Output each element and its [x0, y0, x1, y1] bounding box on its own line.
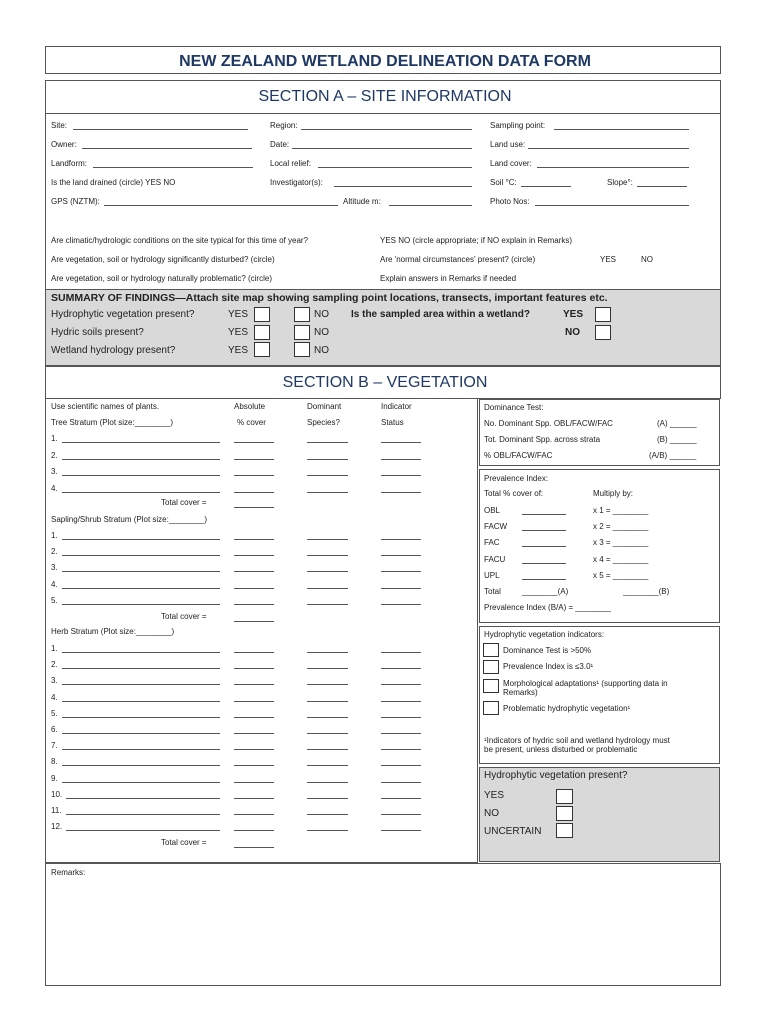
herb-absolute-cover-field[interactable]	[234, 749, 274, 750]
col-indicator: Indicator	[381, 402, 412, 411]
sapling-dominant-species-field[interactable]	[307, 555, 348, 556]
wetland-hydrology-yes-checkbox[interactable]	[254, 342, 270, 357]
prevalence-category-label: FACU	[484, 554, 506, 564]
col-cover: % cover	[237, 418, 266, 427]
explain-remarks-note: Explain answers in Remarks if needed	[380, 274, 517, 283]
sampling-point-field[interactable]	[554, 129, 689, 130]
herb-row-number: 8.	[51, 757, 58, 767]
herb-absolute-cover-field[interactable]	[234, 765, 274, 766]
herb-dominant-species-field[interactable]	[307, 701, 348, 702]
tree-row-number: 4.	[51, 484, 58, 494]
drained-question: Is the land drained (circle) YES NO	[51, 178, 176, 187]
morphological-adaptations-indicator: Morphological adaptations¹ (supporting data in	[503, 679, 668, 688]
herb-row-number: 1.	[51, 644, 58, 653]
hydric-soils-no-checkbox[interactable]	[294, 325, 310, 340]
herb-absolute-cover-field[interactable]	[234, 830, 274, 831]
sapling-absolute-cover-field[interactable]	[234, 588, 274, 589]
prevalence-category-label: FAC	[484, 538, 500, 548]
veg-present-yes-checkbox[interactable]	[556, 789, 573, 804]
hydrophytic-veg-yes-label: YES	[228, 309, 249, 320]
within-wetland-yes-label: YES	[563, 309, 584, 320]
sapling-row-number: 2.	[51, 547, 58, 557]
dominance-row-a-code[interactable]: (A) ______	[657, 419, 697, 428]
landform-label: Landform:	[51, 159, 88, 168]
remarks-box[interactable]	[45, 863, 721, 986]
sapling-absolute-cover-field[interactable]	[234, 539, 274, 540]
herb-indicator-status-field[interactable]	[381, 782, 421, 783]
herb-dominant-species-field[interactable]	[307, 733, 348, 734]
land-use-field[interactable]	[528, 148, 689, 149]
hydric-soils-yes-label: YES	[228, 327, 249, 338]
slope-field[interactable]	[637, 186, 687, 187]
dominance-row-b-code[interactable]: (B) ______	[657, 435, 697, 444]
herb-dominant-species-field[interactable]	[307, 749, 348, 750]
herb-dominant-species-field[interactable]	[307, 798, 348, 799]
prevalence-col-multiply: Multiply by:	[593, 489, 634, 498]
tree-species-name-field[interactable]	[62, 475, 220, 476]
herb-indicator-status-field[interactable]	[381, 684, 421, 685]
normal-circumstances-yes[interactable]: YES	[600, 255, 617, 264]
sapling-indicator-status-field[interactable]	[381, 571, 421, 572]
col-scientific-names: Use scientific names of plants.	[51, 402, 160, 411]
sapling-indicator-status-field[interactable]	[381, 539, 421, 540]
site-label: Site:	[51, 121, 68, 130]
soil-temp-label: Soil °C:	[490, 178, 517, 187]
herb-indicator-status-field[interactable]	[381, 798, 421, 799]
sapling-indicator-status-field[interactable]	[381, 604, 421, 605]
herb-row-number: 11.	[51, 806, 62, 815]
tree-species-name-field[interactable]	[62, 459, 220, 460]
photo-nos-label: Photo Nos:	[490, 197, 530, 206]
sapling-total-cover-field[interactable]	[234, 621, 274, 622]
summary-heading: SUMMARY OF FINDINGS—Attach site map showing sampling point locations, transects, important features etc.	[51, 292, 608, 304]
wetland-hydrology-yes-label: YES	[228, 345, 249, 356]
col-status: Status	[381, 418, 404, 427]
herb-row-number: 10.	[51, 789, 63, 799]
herb-row-number: 5.	[51, 708, 58, 718]
photo-nos-field[interactable]	[535, 205, 689, 206]
tree-indicator-status-field[interactable]	[381, 492, 421, 493]
prevalence-total-label: Total	[484, 587, 501, 596]
tree-total-cover-field[interactable]	[234, 507, 274, 508]
problematic-question: Are vegetation, soil or hydrology naturally problematic? (circle)	[51, 274, 272, 283]
prevalence-cover-field[interactable]	[522, 514, 566, 515]
herb-indicator-status-field[interactable]	[381, 668, 421, 669]
herb-indicator-status-field[interactable]	[381, 814, 421, 815]
prevalence-index-formula[interactable]: Prevalence Index (B/A) = ________	[484, 603, 611, 612]
within-wetland-no-checkbox[interactable]	[595, 325, 611, 340]
herb-species-name-field[interactable]	[62, 749, 220, 750]
herb-species-name-field[interactable]	[62, 701, 220, 702]
sapling-row-number: 3.	[51, 563, 58, 573]
tree-stratum-label: Tree Stratum (Plot size:________)	[51, 418, 173, 427]
region-field[interactable]	[301, 129, 472, 130]
wetland-hydrology-no-checkbox[interactable]	[294, 342, 310, 357]
dominance-row-ab: % OBL/FACW/FAC	[484, 451, 553, 460]
sapling-dominant-species-field[interactable]	[307, 539, 348, 540]
prevalence-multiplier[interactable]: x 3 = ________	[593, 538, 649, 548]
dominance-test-checkbox[interactable]	[483, 643, 499, 657]
region-label: Region:	[270, 121, 298, 130]
col-species: Species?	[307, 418, 340, 427]
veg-present-yes-label: YES	[484, 790, 505, 801]
tree-absolute-cover-field[interactable]	[234, 492, 274, 493]
herb-indicator-status-field[interactable]	[381, 733, 421, 734]
veg-indicators-heading: Hydrophytic vegetation indicators:	[484, 630, 605, 639]
herb-row-number: 4.	[51, 692, 58, 702]
dominance-test-heading: Dominance Test:	[484, 403, 544, 412]
sapling-species-name-field[interactable]	[62, 539, 220, 540]
altitude-label: Altitude m:	[343, 197, 381, 206]
dominance-row-ab-code[interactable]: (A/B) ______	[649, 451, 697, 460]
problematic-veg-indicator: Problematic hydrophytic vegetation¹	[503, 704, 631, 713]
typical-conditions-answer[interactable]: YES NO (circle appropriate; if NO explain in Remarks)	[380, 236, 573, 245]
prevalence-cover-field[interactable]	[522, 530, 566, 531]
date-label: Date:	[270, 140, 290, 149]
veg-present-uncertain-checkbox[interactable]	[556, 823, 573, 838]
tree-dominant-species-field[interactable]	[307, 475, 348, 476]
morphological-adaptations-remarks: Remarks)	[503, 688, 538, 697]
herb-row-number: 2.	[51, 660, 58, 670]
herb-species-name-field[interactable]	[62, 717, 220, 718]
herb-dominant-species-field[interactable]	[307, 782, 348, 783]
prevalence-index-heading: Prevalence Index:	[484, 474, 549, 483]
prevalence-index-indicator: Prevalence Index is ≤3.0¹	[503, 662, 594, 671]
prevalence-total-a[interactable]: ________(A)	[522, 587, 569, 596]
sapling-dominant-species-field[interactable]	[307, 604, 348, 605]
site-field[interactable]	[73, 129, 248, 130]
prevalence-index-checkbox[interactable]	[483, 660, 499, 674]
herb-absolute-cover-field[interactable]	[234, 652, 274, 653]
prevalence-multiplier[interactable]: x 1 = ________	[593, 506, 649, 515]
sapling-species-name-field[interactable]	[62, 555, 220, 556]
sapling-stratum-label: Sapling/Shrub Stratum (Plot size:________)	[51, 515, 208, 524]
veg-present-heading: Hydrophytic vegetation present?	[484, 770, 628, 781]
sapling-indicator-status-field[interactable]	[381, 588, 421, 589]
herb-indicator-status-field[interactable]	[381, 830, 421, 831]
herb-species-name-field[interactable]	[62, 668, 220, 669]
gps-label: GPS (NZTM):	[51, 197, 100, 206]
prevalence-multiplier[interactable]: x 2 = ________	[593, 522, 649, 532]
owner-field[interactable]	[82, 148, 252, 149]
herb-indicator-status-field[interactable]	[381, 765, 421, 766]
prevalence-category-label: FACW	[484, 522, 508, 532]
tree-row-number: 3.	[51, 467, 58, 477]
section-a-heading: SECTION A – SITE INFORMATION	[258, 88, 512, 105]
prevalence-multiplier[interactable]: x 4 = ________	[593, 554, 649, 564]
investigators-label: Investigator(s):	[270, 178, 323, 187]
owner-label: Owner:	[51, 140, 77, 149]
indicators-footnote-line2: be present, unless disturbed or problematic	[484, 745, 638, 754]
herb-indicator-status-field[interactable]	[381, 652, 421, 653]
herb-dominant-species-field[interactable]	[307, 830, 348, 831]
sampling-point-label: Sampling point:	[490, 121, 546, 130]
land-cover-field[interactable]	[537, 167, 689, 168]
herb-row-number: 9.	[51, 773, 58, 783]
veg-present-no-label: NO	[484, 808, 499, 819]
problematic-veg-checkbox[interactable]	[483, 701, 499, 715]
hydrophytic-veg-no-checkbox[interactable]	[294, 307, 310, 322]
herb-absolute-cover-field[interactable]	[234, 717, 274, 718]
tree-indicator-status-field[interactable]	[381, 442, 421, 443]
prevalence-category-label: UPL	[484, 570, 500, 580]
prevalence-total-b[interactable]: ________(B)	[623, 587, 670, 596]
sapling-row-number: 4.	[51, 579, 58, 589]
herb-total-cover-field[interactable]	[234, 847, 274, 848]
prevalence-multiplier[interactable]: x 5 = ________	[593, 570, 649, 580]
prevalence-cover-field[interactable]	[522, 546, 566, 547]
herb-dominant-species-field[interactable]	[307, 652, 348, 653]
sapling-species-name-field[interactable]	[62, 571, 220, 572]
altitude-field[interactable]	[389, 205, 472, 206]
herb-species-name-field[interactable]	[66, 830, 220, 831]
herb-stratum-label: Herb Stratum (Plot size:________)	[51, 627, 175, 636]
sapling-total-cover-label: Total cover =	[161, 612, 207, 621]
herb-indicator-status-field[interactable]	[381, 749, 421, 750]
herb-row-number: 7.	[51, 741, 58, 751]
wetland-hydrology-no-label: NO	[314, 345, 329, 356]
sapling-species-name-field[interactable]	[62, 604, 220, 605]
prevalence-cover-field[interactable]	[522, 563, 566, 564]
morphological-adaptations-checkbox[interactable]	[483, 679, 499, 693]
tree-dominant-species-field[interactable]	[307, 492, 348, 493]
veg-present-uncertain-label: UNCERTAIN	[484, 826, 542, 837]
veg-present-box	[479, 767, 720, 862]
tree-absolute-cover-field[interactable]	[234, 442, 274, 443]
local-relief-label: Local relief:	[270, 159, 311, 168]
herb-dominant-species-field[interactable]	[307, 717, 348, 718]
dominance-test-indicator: Dominance Test is >50%	[503, 646, 592, 655]
hydrophytic-veg-label: Hydrophytic vegetation present?	[51, 309, 195, 320]
hydric-soils-label: Hydric soils present?	[51, 327, 144, 338]
form-title: NEW ZEALAND WETLAND DELINEATION DATA FORM	[179, 53, 591, 70]
dominance-row-b: Tot. Dominant Spp. across strata	[484, 435, 601, 444]
remarks-label: Remarks:	[51, 868, 86, 877]
section-a-divider	[45, 113, 721, 114]
herb-species-name-field[interactable]	[66, 814, 220, 815]
normal-circumstances-no[interactable]: NO	[641, 255, 653, 264]
soil-temp-field[interactable]	[521, 186, 571, 187]
herb-absolute-cover-field[interactable]	[234, 814, 274, 815]
veg-present-no-checkbox[interactable]	[556, 806, 573, 821]
prevalence-cover-field[interactable]	[522, 579, 566, 580]
herb-absolute-cover-field[interactable]	[234, 684, 274, 685]
landform-field[interactable]	[93, 167, 253, 168]
tree-dominant-species-field[interactable]	[307, 442, 348, 443]
herb-species-name-field[interactable]	[62, 652, 220, 653]
col-absolute: Absolute	[234, 402, 266, 411]
date-field[interactable]	[292, 148, 472, 149]
hydrophytic-veg-no-label: NO	[314, 309, 329, 320]
typical-conditions-question: Are climatic/hydrologic conditions on the site typical for this time of year?	[51, 236, 309, 245]
sapling-dominant-species-field[interactable]	[307, 588, 348, 589]
normal-circumstances-question: Are 'normal circumstances' present? (circle)	[380, 255, 536, 264]
herb-species-name-field[interactable]	[62, 765, 220, 766]
within-wetland-question: Is the sampled area within a wetland?	[351, 309, 530, 320]
tree-dominant-species-field[interactable]	[307, 459, 348, 460]
herb-dominant-species-field[interactable]	[307, 765, 348, 766]
tree-absolute-cover-field[interactable]	[234, 459, 274, 460]
slope-label: Slope°:	[607, 178, 633, 187]
col-dominant: Dominant	[307, 402, 342, 411]
herb-total-cover-label: Total cover =	[161, 838, 207, 847]
dominance-row-a: No. Dominant Spp. OBL/FACW/FAC	[484, 419, 613, 428]
herb-absolute-cover-field[interactable]	[234, 733, 274, 734]
herb-dominant-species-field[interactable]	[307, 684, 348, 685]
sapling-row-number: 1.	[51, 531, 58, 540]
herb-absolute-cover-field[interactable]	[234, 798, 274, 799]
tree-species-name-field[interactable]	[62, 442, 220, 443]
herb-species-name-field[interactable]	[62, 684, 220, 685]
herb-species-name-field[interactable]	[62, 733, 220, 734]
sapling-species-name-field[interactable]	[62, 588, 220, 589]
sapling-absolute-cover-field[interactable]	[234, 571, 274, 572]
herb-row-number: 12.	[51, 822, 63, 832]
prevalence-category-label: OBL	[484, 506, 501, 515]
herb-indicator-status-field[interactable]	[381, 717, 421, 718]
tree-indicator-status-field[interactable]	[381, 475, 421, 476]
herb-absolute-cover-field[interactable]	[234, 782, 274, 783]
investigators-field[interactable]	[334, 186, 472, 187]
sapling-dominant-species-field[interactable]	[307, 571, 348, 572]
tree-row-number: 1.	[51, 434, 58, 443]
sapling-indicator-status-field[interactable]	[381, 555, 421, 556]
gps-field[interactable]	[104, 205, 338, 206]
hydrophytic-veg-yes-checkbox[interactable]	[254, 307, 270, 322]
tree-indicator-status-field[interactable]	[381, 459, 421, 460]
sapling-absolute-cover-field[interactable]	[234, 555, 274, 556]
herb-row-number: 6.	[51, 725, 58, 734]
prevalence-col-total-cover: Total % cover of:	[484, 489, 544, 498]
section-b-heading: SECTION B – VEGETATION	[282, 374, 488, 391]
land-use-label: Land use:	[490, 140, 526, 149]
tree-row-number: 2.	[51, 450, 58, 460]
tree-total-cover-label: Total cover =	[161, 498, 207, 507]
hydric-soils-no-label: NO	[314, 327, 329, 338]
tree-absolute-cover-field[interactable]	[234, 475, 274, 476]
herb-species-name-field[interactable]	[62, 782, 220, 783]
hydric-soils-yes-checkbox[interactable]	[254, 325, 270, 340]
tree-species-name-field[interactable]	[62, 492, 220, 493]
herb-indicator-status-field[interactable]	[381, 701, 421, 702]
local-relief-field[interactable]	[318, 167, 472, 168]
herb-row-number: 3.	[51, 676, 58, 686]
herb-dominant-species-field[interactable]	[307, 814, 348, 815]
sapling-row-number: 5.	[51, 595, 58, 605]
land-cover-label: Land cover:	[490, 159, 532, 168]
herb-absolute-cover-field[interactable]	[234, 668, 274, 669]
within-wetland-yes-checkbox[interactable]	[595, 307, 611, 322]
within-wetland-no-label: NO	[565, 327, 580, 338]
sapling-absolute-cover-field[interactable]	[234, 604, 274, 605]
wetland-hydrology-label: Wetland hydrology present?	[51, 345, 176, 356]
herb-absolute-cover-field[interactable]	[234, 701, 274, 702]
herb-species-name-field[interactable]	[66, 798, 220, 799]
herb-dominant-species-field[interactable]	[307, 668, 348, 669]
indicators-footnote-line1: ¹Indicators of hydric soil and wetland hydrology must	[484, 736, 670, 745]
disturbed-question: Are vegetation, soil or hydrology significantly disturbed? (circle)	[51, 255, 275, 264]
